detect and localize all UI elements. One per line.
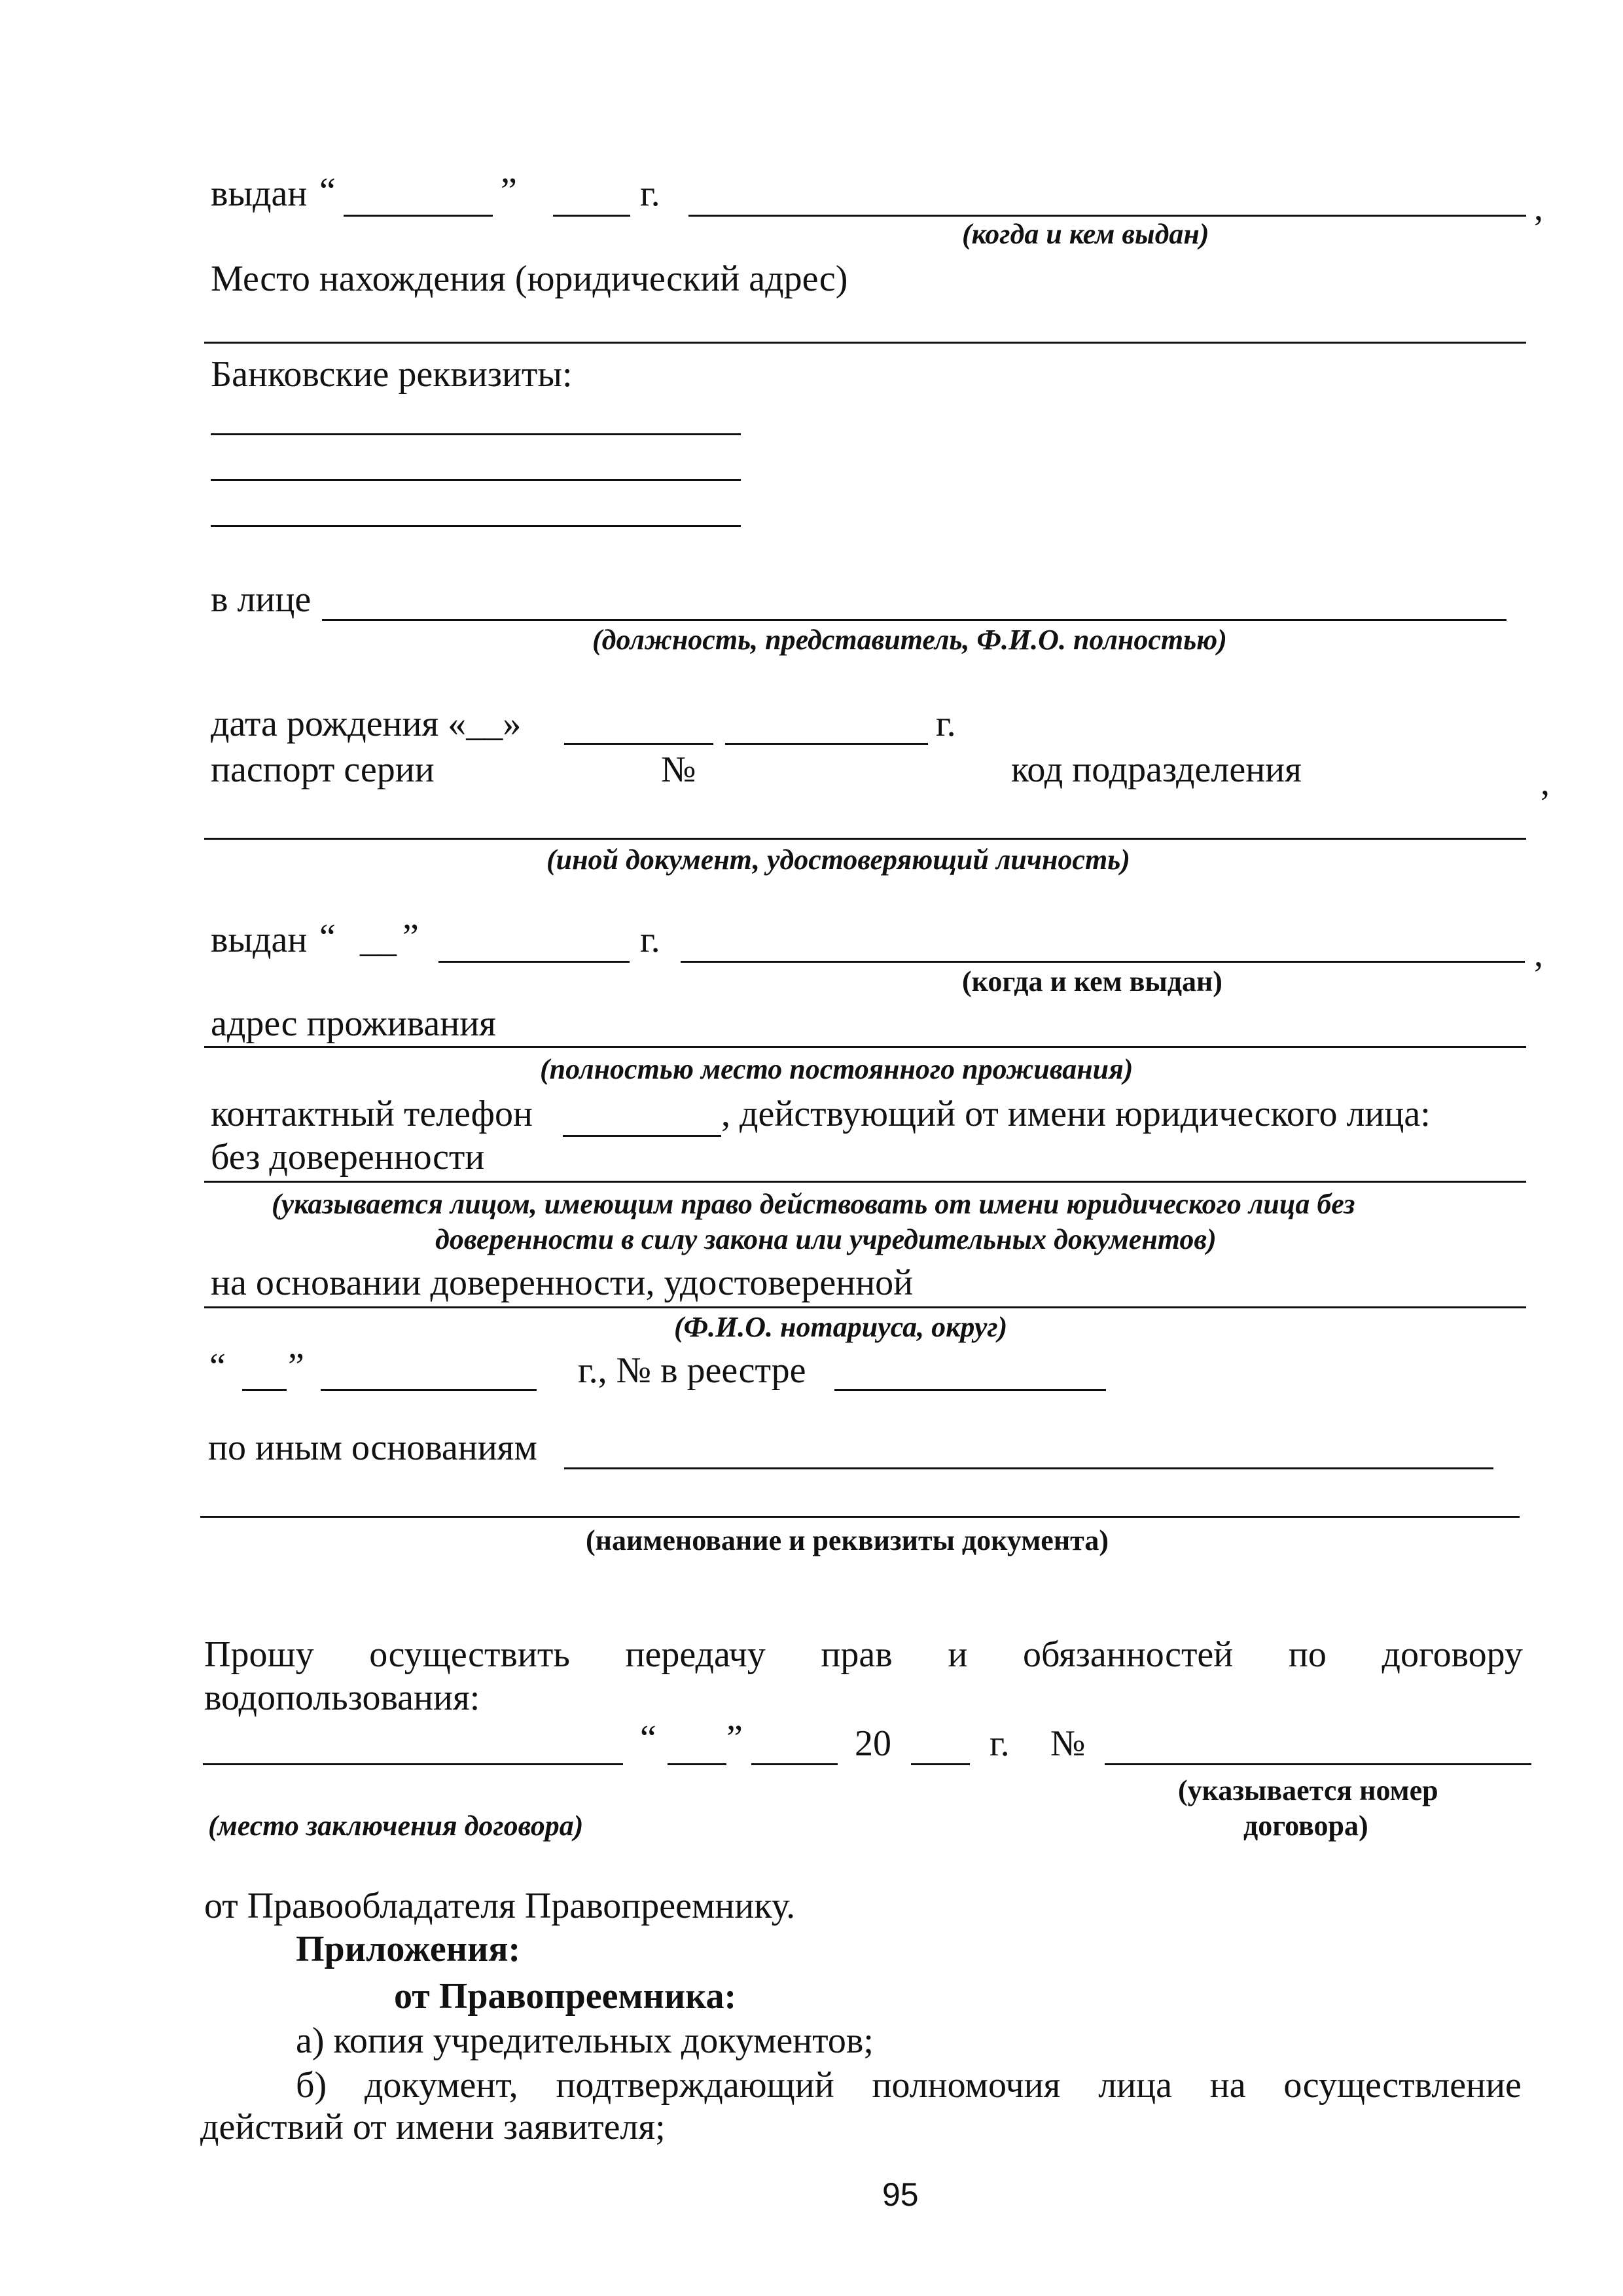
attachment-word: лица xyxy=(1098,2065,1172,2106)
other-grounds-caption: (наименование и реквизиты документа) xyxy=(586,1524,1109,1556)
issued-caption: (когда и кем выдан) xyxy=(962,218,1209,250)
request-word: передачу xyxy=(625,1634,766,1675)
birth-year-field[interactable] xyxy=(725,743,928,745)
attachment-item-a: а) копия учредительных документов; xyxy=(296,2020,874,2061)
other-grounds-field-2[interactable] xyxy=(200,1516,1520,1518)
contract-number-caption-line1: (указывается номер xyxy=(1178,1774,1438,1806)
request-word: осуществить xyxy=(369,1634,570,1675)
registry-number-field[interactable] xyxy=(834,1389,1106,1391)
issued-caption: (когда и кем выдан) xyxy=(962,965,1222,997)
residence-caption: (полностью место постоянного проживания) xyxy=(540,1053,1133,1085)
birth-month-field[interactable] xyxy=(564,743,713,745)
year-prefix: 20 xyxy=(855,1723,891,1764)
page-number: 95 xyxy=(882,2176,919,2213)
issued-year-label: г. xyxy=(640,920,660,960)
poa-caption: (Ф.И.О. нотариуса, округ) xyxy=(674,1311,1008,1343)
issued-day-field[interactable] xyxy=(344,215,493,217)
registry-label: г., № в реестре xyxy=(578,1350,806,1391)
bank-details-label: Банковские реквизиты: xyxy=(211,354,573,395)
no-poa-caption-line2: доверенности в силу закона или учредительных документов) xyxy=(435,1223,1217,1255)
attachment-word: на xyxy=(1209,2065,1246,2106)
attachment-word: подтверждающий xyxy=(556,2065,834,2106)
bank-line-1[interactable] xyxy=(211,433,741,435)
poa-field[interactable] xyxy=(204,1306,1526,1308)
quote-close: ” xyxy=(501,171,517,211)
poa-month-field[interactable] xyxy=(321,1389,537,1391)
contract-number-field[interactable] xyxy=(1105,1763,1531,1765)
issued-month-field[interactable] xyxy=(553,215,630,217)
birth-date-label: дата рождения «__» xyxy=(211,704,522,744)
issued-month-field[interactable] xyxy=(438,961,630,963)
from-to-text: от Правообладателя Правопреемнику. xyxy=(204,1886,796,1926)
request-word: по xyxy=(1288,1634,1327,1675)
quote-open: “ xyxy=(209,1346,226,1387)
attachment-word: осуществление xyxy=(1283,2065,1522,2106)
representative-label: в лице xyxy=(211,579,312,620)
request-word: прав xyxy=(821,1634,893,1675)
division-code-label: код подразделения xyxy=(1011,749,1302,790)
request-word: и xyxy=(948,1634,968,1675)
phone-label: контактный телефон xyxy=(211,1094,533,1134)
issued-by-field[interactable] xyxy=(688,215,1526,217)
bank-line-2[interactable] xyxy=(211,479,741,481)
comma: , xyxy=(1541,762,1550,803)
passport-number-label: № xyxy=(661,749,696,790)
residence-field[interactable] xyxy=(204,1046,1526,1048)
contract-number-caption-line2: договора) xyxy=(1243,1810,1368,1842)
no-poa-field[interactable] xyxy=(204,1181,1526,1183)
request-word: обязанностей xyxy=(1022,1634,1234,1675)
contract-place-caption: (место заключения договора) xyxy=(208,1810,584,1842)
no-poa-label: без доверенности xyxy=(211,1137,485,1177)
contract-place-field[interactable] xyxy=(203,1763,623,1765)
passport-caption: (иной документ, удостоверяющий личность) xyxy=(546,844,1130,876)
quote-open: “ xyxy=(319,917,336,958)
contract-year-field[interactable] xyxy=(911,1763,970,1765)
request-line-2: водопользования: xyxy=(204,1677,480,1718)
number-sign: № xyxy=(1050,1723,1086,1764)
residence-label: адрес проживания xyxy=(211,1003,496,1044)
legal-address-field[interactable] xyxy=(204,342,1526,344)
representative-field[interactable] xyxy=(322,619,1507,621)
issued-day-field[interactable]: __ xyxy=(360,920,397,960)
contract-day-field[interactable] xyxy=(668,1763,726,1765)
no-poa-caption-line1: (указывается лицом, имеющим право действовать от имени юридического лица без xyxy=(272,1188,1355,1220)
contract-month-field[interactable] xyxy=(751,1763,838,1765)
bank-line-3[interactable] xyxy=(211,525,741,527)
issued-label: выдан xyxy=(211,173,308,214)
issued-year-label: г. xyxy=(640,173,660,214)
attachment-item-b-line2: действий от имени заявителя; xyxy=(200,2107,666,2147)
poa-label: на основании доверенности, удостоверенной xyxy=(211,1263,914,1303)
passport-series-label: паспорт серии xyxy=(211,749,435,790)
acting-on-behalf-text: , действующий от имени юридического лица: xyxy=(721,1094,1431,1134)
quote-open: “ xyxy=(319,171,336,211)
issued-label: выдан xyxy=(211,920,308,960)
quote-open: “ xyxy=(640,1718,656,1759)
passport-field[interactable] xyxy=(204,838,1526,840)
quote-close: ” xyxy=(402,917,419,958)
poa-day-field[interactable] xyxy=(242,1389,287,1391)
attachments-subtitle: от Правопреемника: xyxy=(394,1976,737,2017)
request-word: договору xyxy=(1382,1634,1523,1675)
request-word: Прошу xyxy=(204,1634,314,1675)
quote-close: ” xyxy=(726,1718,743,1759)
comma: , xyxy=(1534,188,1543,228)
phone-field[interactable] xyxy=(563,1135,721,1137)
other-grounds-label: по иным основаниям xyxy=(208,1427,537,1468)
other-grounds-field[interactable] xyxy=(564,1467,1493,1469)
issued-by-field[interactable] xyxy=(681,961,1525,963)
attachment-word: документ, xyxy=(364,2065,518,2106)
attachment-item-b-line1 xyxy=(296,2067,1522,2104)
comma: , xyxy=(1534,934,1543,975)
attachment-word: полномочия xyxy=(872,2065,1061,2106)
year-suffix: г. xyxy=(990,1723,1010,1764)
legal-address-label: Место нахождения (юридический адрес) xyxy=(211,259,848,299)
attachment-word: б) xyxy=(296,2065,327,2106)
attachments-title: Приложения: xyxy=(296,1929,521,1969)
request-line-1 xyxy=(204,1636,1523,1673)
quote-close: ” xyxy=(288,1346,304,1387)
birth-year-label: г. xyxy=(936,704,956,744)
representative-caption: (должность, представитель, Ф.И.О. полностью) xyxy=(592,624,1227,656)
